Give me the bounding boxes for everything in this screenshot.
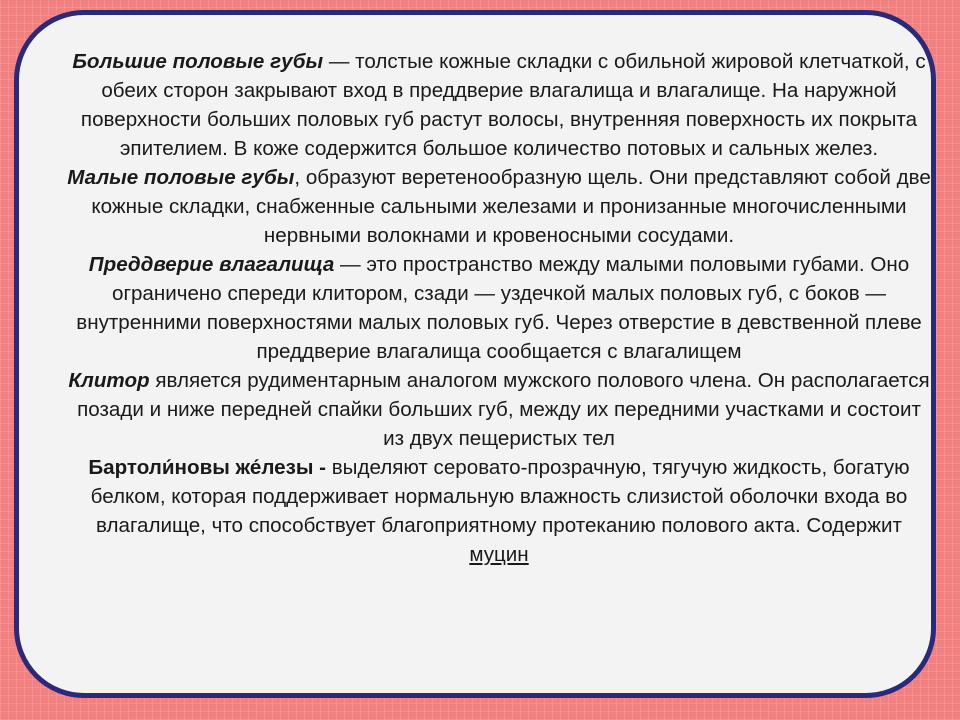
term-vestibule: Преддверие влагалища xyxy=(88,253,335,276)
slide-text xyxy=(67,47,931,569)
text-labia-majora: — толстые кожные складки с обильной жировой клетчаткой, с обеих сторон закрывают вход в преддверие влагалища и влагалище. На наружной поверхности больших половых губ растут волосы, внутренняя поверхность их покрыта эпителием. В коже содержится большое количество потовых и сальных желез. xyxy=(80,50,926,160)
text-labia-minora: , образуют веретенообразную щель. Они представляют собой две кожные складки, снабженные сальными железами и пронизанные многочисленными нервными волокнами и кровеносными сосудами. xyxy=(91,166,931,247)
text-vestibule: — это пространство между малыми половыми губами. Оно ограничено спереди клитором, сзади — уздечкой малых половых губ, с боков — внутренними поверхностями малых половых губ. Через отверстие в девственной плеве преддверие влагалища сообщается с влагалищем xyxy=(76,253,922,363)
paragraph-clitoris xyxy=(67,366,931,453)
paragraph-vestibule xyxy=(67,250,931,366)
paragraph-labia-majora xyxy=(67,47,931,163)
paragraph-labia-minora xyxy=(67,163,931,250)
term-clitoris: Клитор xyxy=(68,369,150,392)
term-labia-minora: Малые половые губы xyxy=(67,166,295,189)
text-clitoris: является рудиментарным аналогом мужского полового члена. Он располагается позади и ниже передней спайки больших губ, между их передними участками и состоит из двух пещеристых тел xyxy=(77,369,930,450)
text-bartholin-glands: выделяют серовато-прозрачную, тягучую жидкость, богатую белком, которая поддерживает нормальную влажность слизистой оболочки входа во влагалище, что способствует благоприятному протеканию полового акта. Содержит xyxy=(90,456,910,537)
paragraph-bartholin-glands xyxy=(67,453,931,569)
mucin-link[interactable]: муцин xyxy=(469,543,529,566)
term-labia-majora: Большие половые губы xyxy=(72,50,324,73)
term-bartholin-glands: Бартоли́новы же́лезы - xyxy=(88,456,326,479)
content-panel xyxy=(14,10,936,698)
